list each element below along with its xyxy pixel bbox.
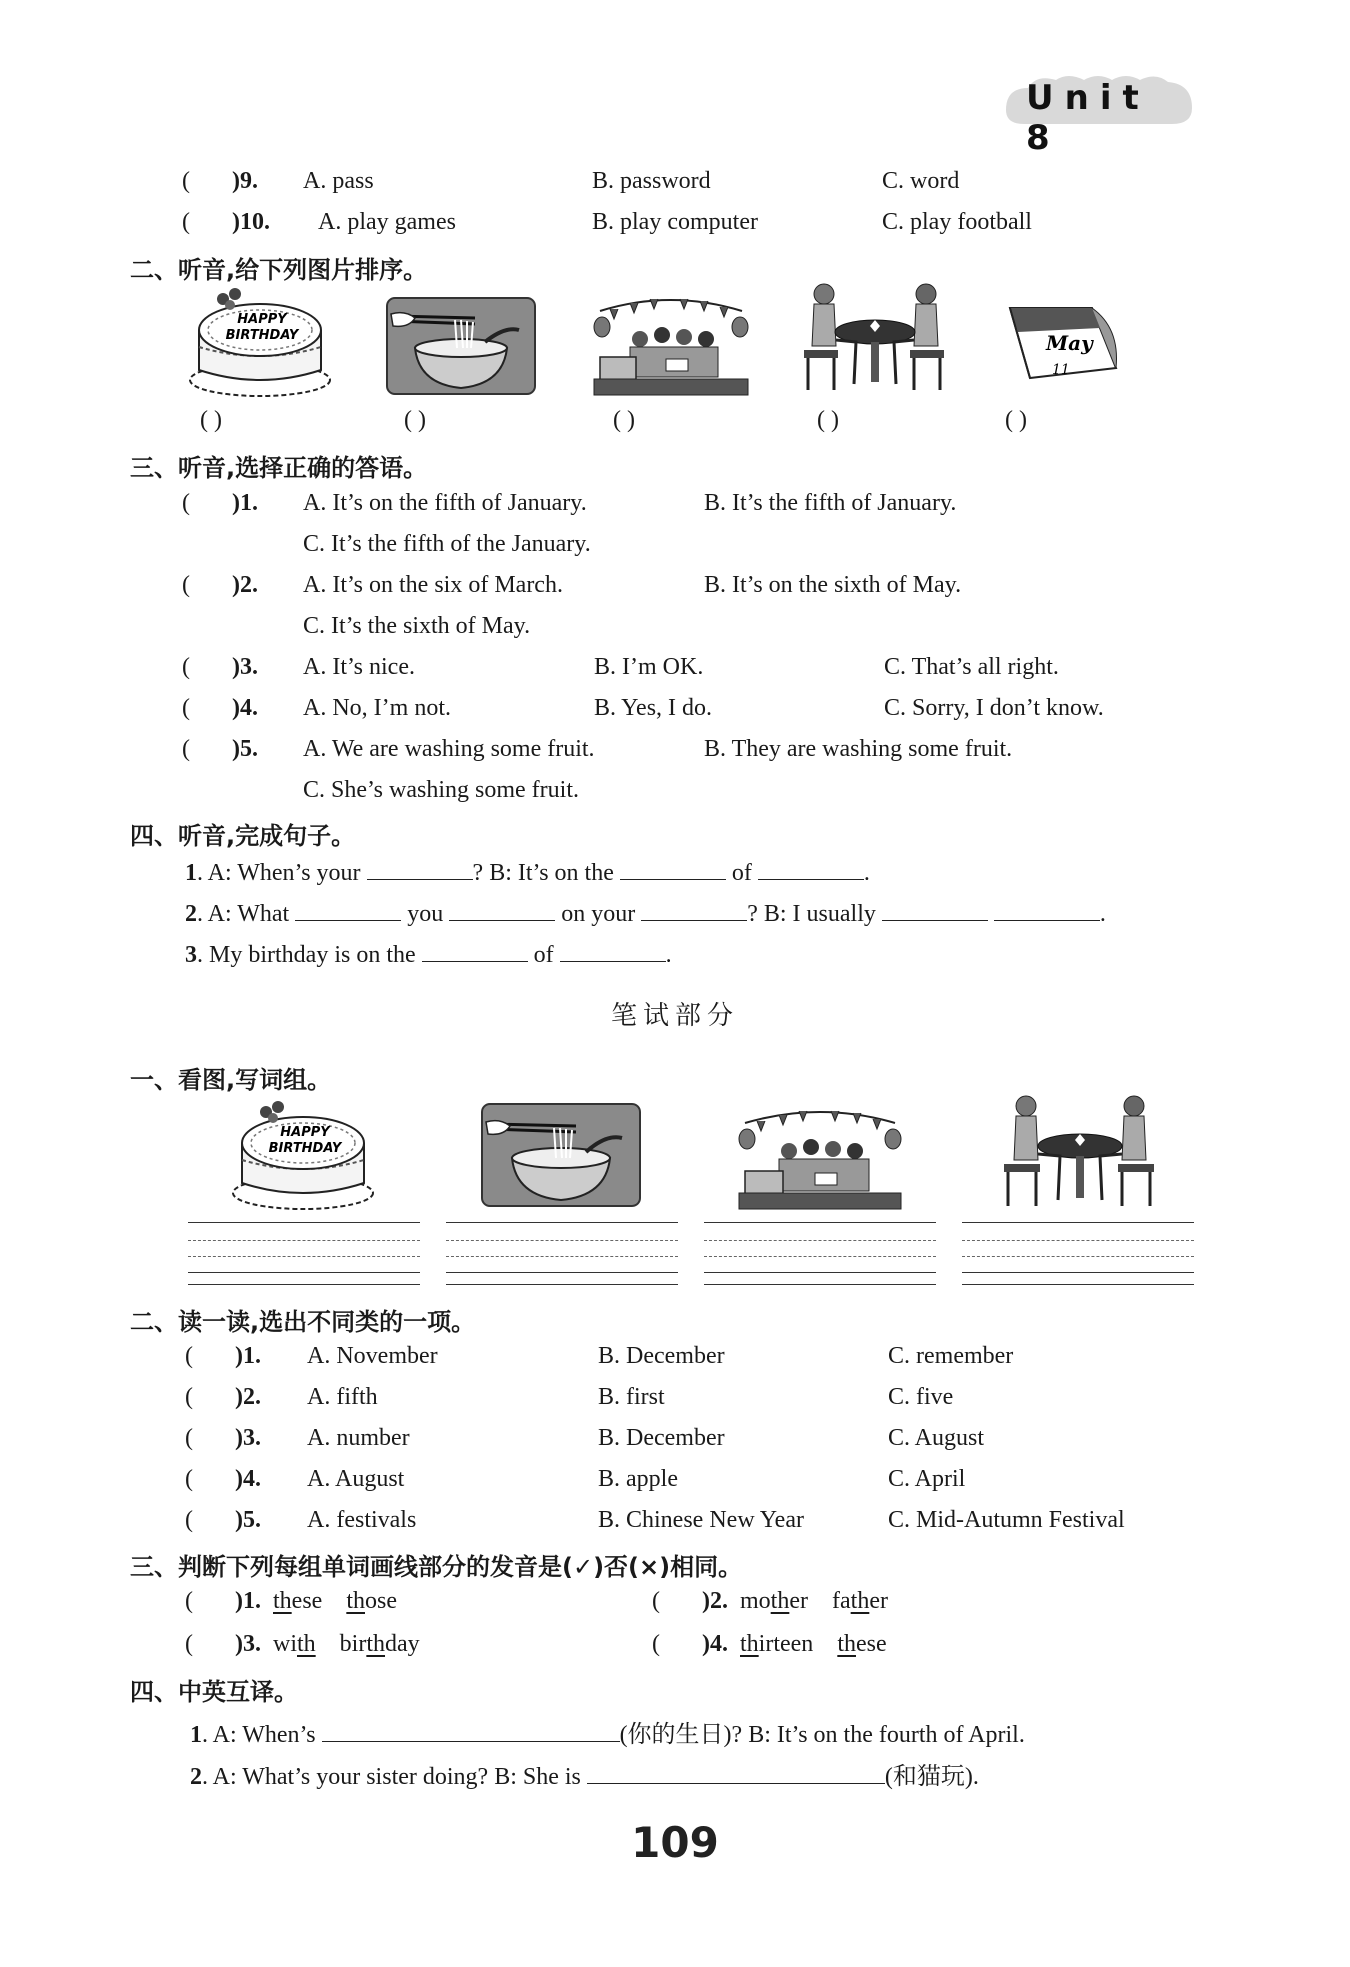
answer-paren[interactable]: ( <box>185 1631 235 1657</box>
answer-paren[interactable]: ( <box>185 1384 235 1410</box>
odd-one-3 <box>185 1425 261 1452</box>
option-c: C. It’s the sixth of May. <box>303 613 531 639</box>
picture-answer-1[interactable]: ( ) <box>200 407 222 433</box>
picture-answer-3[interactable]: ( ) <box>613 407 635 433</box>
option-a: A. We are washing some fruit. <box>303 736 595 762</box>
question-number: )4. <box>232 695 258 721</box>
answer-paren[interactable]: ( <box>185 1588 235 1614</box>
question-number: )9. <box>232 168 258 194</box>
answer-paren[interactable]: ( <box>182 209 232 235</box>
sentence-2 <box>185 898 1106 928</box>
sentence-text: (你的生日)? B: It’s on the fourth of April. <box>619 1722 1025 1748</box>
question-number: )1. <box>232 490 258 516</box>
sentence-text: . <box>863 860 870 886</box>
fill-blank[interactable] <box>620 857 726 880</box>
sentence-text: . A: What’s your sister doing? B: She is <box>202 1764 581 1790</box>
option-c: C. That’s all right. <box>884 654 1059 680</box>
option-b: B. December <box>598 1343 725 1369</box>
fill-blank[interactable] <box>295 898 401 921</box>
picture-answer-2[interactable]: ( ) <box>404 407 426 433</box>
question-number: )10. <box>232 209 270 235</box>
question-number: )5. <box>235 1507 261 1533</box>
odd-one-2 <box>185 1384 261 1411</box>
birthday-cake-picture <box>185 285 335 400</box>
party-picture <box>590 283 752 398</box>
odd-one-4 <box>185 1466 261 1493</box>
section-heading: 四、听音,完成句子。 <box>130 822 356 850</box>
answer-paren[interactable]: ( <box>182 654 232 680</box>
writing-lines-4[interactable] <box>962 1222 1194 1286</box>
odd-one-5 <box>185 1507 261 1534</box>
option-c: C. Mid-Autumn Festival <box>888 1507 1125 1533</box>
answer-paren[interactable]: ( <box>182 695 232 721</box>
word-2: these <box>837 1631 887 1657</box>
option-a: A. number <box>307 1425 410 1451</box>
sentence-number: 3 <box>185 942 197 968</box>
option-a: A. August <box>307 1466 405 1492</box>
picture-answer-4[interactable]: ( ) <box>817 407 839 433</box>
option-a: A. No, I’m not. <box>303 695 451 721</box>
writing-lines-1[interactable] <box>188 1222 420 1286</box>
fill-blank[interactable] <box>641 898 747 921</box>
section-heading: 三、判断下列每组单词画线部分的发音是(✓)否(×)相同。 <box>130 1553 743 1581</box>
sentence-number: 1 <box>185 860 197 886</box>
sentence-text: . <box>1099 901 1106 927</box>
question-number: )3. <box>232 654 258 680</box>
question-number: )2. <box>702 1588 728 1614</box>
option-a: A. November <box>307 1343 438 1369</box>
calendar-month: May <box>1046 331 1093 355</box>
writing-lines-2[interactable] <box>446 1222 678 1286</box>
answer-paren[interactable]: ( <box>185 1466 235 1492</box>
cake-text-line-2: BIRTHDAY <box>268 1141 342 1156</box>
sentence-text: (和猫玩). <box>884 1764 979 1790</box>
question-number: )5. <box>232 736 258 762</box>
option-b: B. Chinese New Year <box>598 1507 804 1533</box>
option-b: B. I’m OK. <box>594 654 704 680</box>
sentence-text: . <box>665 942 672 968</box>
question-number: )1. <box>235 1588 261 1614</box>
translation-1 <box>190 1714 1025 1749</box>
option-c: C. play football <box>882 209 1032 235</box>
answer-paren[interactable]: ( <box>185 1507 235 1533</box>
option-b: B. They are washing some fruit. <box>704 736 1013 762</box>
calendar-day: 11 <box>1052 362 1070 378</box>
word-2: father <box>832 1588 888 1614</box>
question-number: )2. <box>235 1384 261 1410</box>
option-b: B. apple <box>598 1466 678 1492</box>
option-b: B. first <box>598 1384 665 1410</box>
word-2: those <box>346 1588 397 1614</box>
question-number: )2. <box>232 572 258 598</box>
fill-blank[interactable] <box>587 1761 885 1784</box>
question-number: )4. <box>702 1631 728 1657</box>
sentence-1 <box>185 857 870 887</box>
two-people-at-table-picture <box>1000 1092 1158 1216</box>
sentence-text: you <box>407 901 444 927</box>
sentence-text: . A: When’s <box>202 1722 316 1748</box>
cake-text-line-1: HAPPY <box>280 1125 330 1140</box>
section-heading: 三、听音,选择正确的答语。 <box>130 454 428 482</box>
option-a: A. pass <box>303 168 374 194</box>
phonics-1 <box>185 1588 397 1615</box>
phonics-3 <box>185 1631 420 1658</box>
sentence-3 <box>185 939 672 969</box>
question-5 <box>182 736 258 763</box>
writing-lines-3[interactable] <box>704 1222 936 1286</box>
fill-blank[interactable] <box>322 1719 620 1742</box>
calendar-picture <box>1000 298 1122 388</box>
sentence-text: . A: When’s your <box>197 860 361 886</box>
option-c: C. It’s the fifth of the January. <box>303 531 591 557</box>
noodles-bowl-picture <box>480 1102 642 1208</box>
fill-blank[interactable] <box>422 939 528 962</box>
option-a: A. festivals <box>307 1507 417 1533</box>
cake-text-line-2: BIRTHDAY <box>225 328 299 343</box>
answer-paren[interactable]: ( <box>185 1343 235 1369</box>
fill-blank[interactable] <box>367 857 473 880</box>
fill-blank[interactable] <box>994 898 1100 921</box>
answer-paren[interactable]: ( <box>182 572 232 598</box>
section-heading: 四、中英互译。 <box>130 1678 298 1706</box>
sentence-text: ? B: I usually <box>747 901 876 927</box>
sentence-text: on your <box>561 901 636 927</box>
option-c: C. word <box>882 168 960 194</box>
question-number: )3. <box>235 1425 261 1451</box>
question-4 <box>182 695 258 722</box>
cake-text-line-1: HAPPY <box>237 312 287 327</box>
item-9 <box>182 168 258 195</box>
option-b: B. password <box>592 168 711 194</box>
sentence-number: 1 <box>190 1722 202 1748</box>
question-3 <box>182 654 258 681</box>
option-c: C. Sorry, I don’t know. <box>884 695 1104 721</box>
option-c: C. April <box>888 1466 966 1492</box>
option-c: C. remember <box>888 1343 1014 1369</box>
answer-paren[interactable]: ( <box>652 1631 702 1657</box>
option-c: C. August <box>888 1425 985 1451</box>
option-b: B. Yes, I do. <box>594 695 713 721</box>
question-number: )1. <box>235 1343 261 1369</box>
sentence-text: ? B: It’s on the <box>472 860 614 886</box>
noodles-bowl-picture <box>385 296 537 396</box>
sentence-text: . My birthday is on the <box>197 942 416 968</box>
word-1: mother <box>740 1588 808 1614</box>
option-a: A. play games <box>318 209 456 235</box>
section-heading: 二、听音,给下列图片排序。 <box>130 256 428 284</box>
answer-paren[interactable]: ( <box>182 736 232 762</box>
option-a: A. fifth <box>307 1384 378 1410</box>
answer-paren[interactable]: ( <box>182 490 232 516</box>
answer-paren[interactable]: ( <box>185 1425 235 1451</box>
word-2: birthday <box>339 1631 420 1657</box>
word-1: with <box>273 1631 316 1657</box>
option-b: B. December <box>598 1425 725 1451</box>
fill-blank[interactable] <box>882 898 988 921</box>
party-picture <box>735 1095 905 1213</box>
sentence-text: . A: What <box>197 901 290 927</box>
question-number: )4. <box>235 1466 261 1492</box>
section-heading: 一、看图,写词组。 <box>130 1066 332 1094</box>
answer-paren[interactable]: ( <box>652 1588 702 1614</box>
phonics-2 <box>652 1588 888 1615</box>
answer-paren[interactable]: ( <box>182 168 232 194</box>
question-number: )3. <box>235 1631 261 1657</box>
picture-answer-5[interactable]: ( ) <box>1005 407 1027 433</box>
sentence-number: 2 <box>185 901 197 927</box>
translation-2 <box>190 1756 979 1791</box>
fill-blank[interactable] <box>449 898 555 921</box>
sentence-text: of <box>533 942 554 968</box>
fill-blank[interactable] <box>560 939 666 962</box>
option-a: A. It’s nice. <box>303 654 415 680</box>
sentence-number: 2 <box>190 1764 202 1790</box>
word-1: thirteen <box>740 1631 814 1657</box>
option-b: B. It’s on the sixth of May. <box>704 572 962 598</box>
word-1: these <box>273 1588 323 1614</box>
option-b: B. play computer <box>592 209 758 235</box>
option-a: A. It’s on the fifth of January. <box>303 490 587 516</box>
question-1 <box>182 490 258 517</box>
option-b: B. It’s the fifth of January. <box>704 490 957 516</box>
birthday-cake-picture <box>228 1098 378 1213</box>
question-2 <box>182 572 258 599</box>
written-part-title: 笔试部分 <box>610 1001 739 1031</box>
page-number: 109 <box>631 1818 719 1867</box>
two-people-at-table-picture <box>800 280 948 400</box>
option-c: C. She’s washing some fruit. <box>303 777 579 803</box>
odd-one-1 <box>185 1343 261 1370</box>
fill-blank[interactable] <box>758 857 864 880</box>
unit-title: Unit 8 <box>1026 78 1150 158</box>
option-c: C. five <box>888 1384 954 1410</box>
section-heading: 二、读一读,选出不同类的一项。 <box>130 1308 476 1336</box>
item-10 <box>182 209 270 236</box>
option-a: A. It’s on the six of March. <box>303 572 563 598</box>
sentence-text: of <box>731 860 752 886</box>
unit-header <box>998 70 1198 158</box>
phonics-4 <box>652 1631 887 1658</box>
